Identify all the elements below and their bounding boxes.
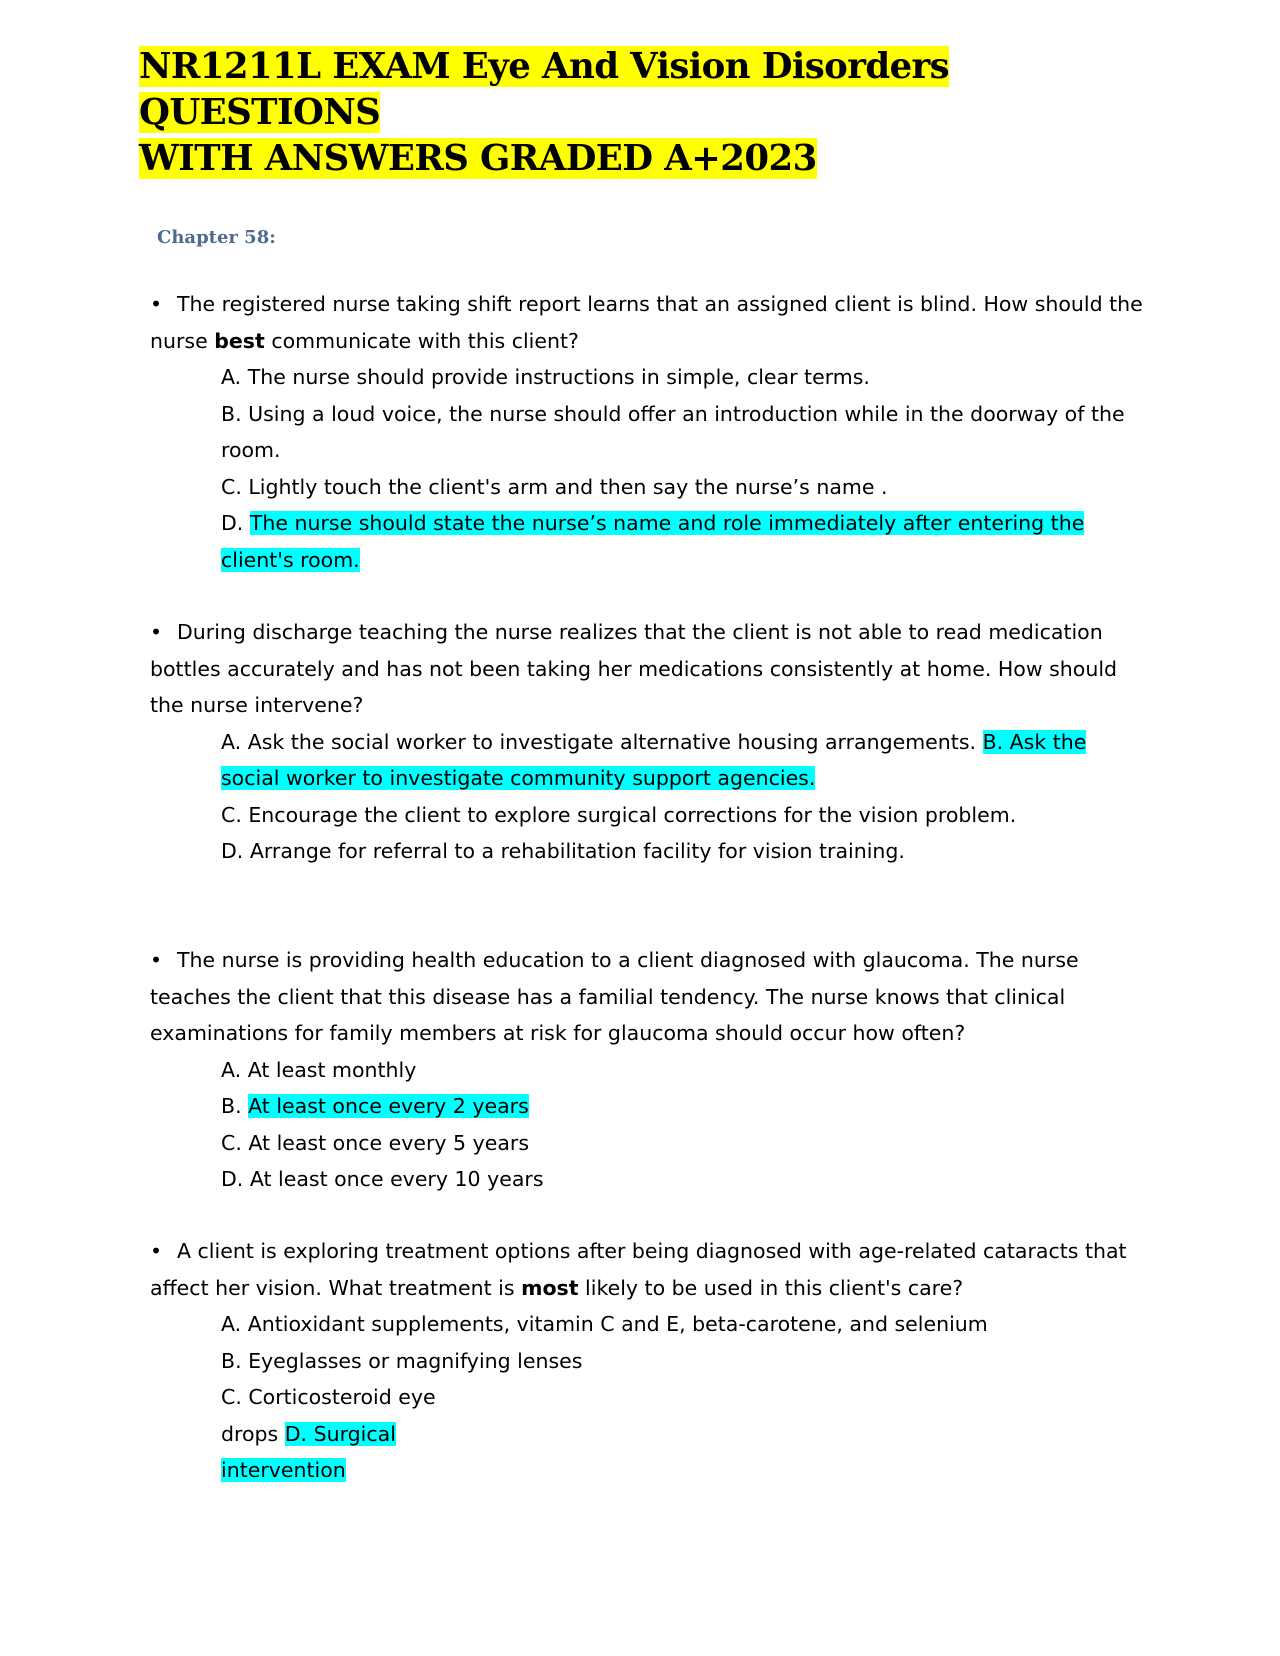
question-stem: • The registered nurse taking shift report learns that an assigned client is blind. How should the nurse best communicate with this client? bbox=[150, 286, 1150, 359]
option-c: C. Corticosteroid eye bbox=[221, 1385, 436, 1409]
correct-answer-highlight: B. Ask the social worker to investigate community support agencies. bbox=[221, 729, 1087, 790]
bullet-icon: • bbox=[150, 948, 163, 972]
option-a: A. Antioxidant supplements, vitamin C and E, beta-carotene, and selenium bbox=[221, 1312, 988, 1336]
option-d-continued bbox=[221, 1452, 1150, 1489]
answer-options bbox=[150, 359, 1150, 578]
emphasis-text: best bbox=[214, 328, 265, 353]
bullet-icon: • bbox=[150, 1239, 163, 1263]
option-c-continued: drops bbox=[221, 1421, 279, 1446]
option-a: A. Ask the social worker to investigate alternative housing arrangements. bbox=[221, 729, 977, 754]
option-d: D. At least once every 10 years bbox=[221, 1167, 544, 1191]
question-block-2 bbox=[150, 614, 1150, 870]
emphasis-text: most bbox=[521, 1275, 579, 1300]
question-block-1 bbox=[150, 286, 1150, 578]
option-c: C. Lightly touch the client's arm and then say the nurse’s name . bbox=[221, 474, 888, 499]
option-c: C. At least once every 5 years bbox=[221, 1130, 530, 1155]
answer-options bbox=[150, 1052, 1150, 1198]
option-d: D. The nurse should state the nurse’s name and role immediately after entering the client's room. bbox=[221, 511, 1085, 572]
option-d: D. Arrange for referral to a rehabilitation facility for vision training. bbox=[221, 839, 905, 863]
question-stem: • A client is exploring treatment options after being diagnosed with age-related cataracts that affect her vision. What treatment is most likely to be used in this client's care? bbox=[150, 1233, 1150, 1306]
option-b: B. Eyeglasses or magnifying lenses bbox=[221, 1348, 583, 1373]
chapter-heading: Chapter 58: bbox=[157, 227, 276, 248]
option-b: B. Using a loud voice, the nurse should offer an introduction while in the doorway of the room. bbox=[221, 401, 1125, 462]
correct-answer-highlight: D. Surgical bbox=[284, 1421, 396, 1446]
question-stem: • The nurse is providing health education to a client diagnosed with glaucoma. The nurse teaches the client that this disease has a familial tendency. The nurse knows that clinical examinations for family members at risk for glaucoma should occur how often? bbox=[150, 942, 1150, 1052]
bullet-icon: • bbox=[150, 620, 163, 644]
document-title-line1: NR1211L EXAM Eye And Vision Disorders QUESTIONS bbox=[139, 46, 950, 133]
option-c: C. Encourage the client to explore surgical corrections for the vision problem. bbox=[221, 802, 1017, 827]
document-title bbox=[139, 44, 1149, 182]
option-a: A. At least monthly bbox=[221, 1057, 417, 1082]
correct-answer-highlight: The nurse should state the nurse’s name and role immediately after entering the client's room. bbox=[221, 511, 1085, 572]
answer-options bbox=[150, 724, 1150, 870]
option-a: A. The nurse should provide instructions in simple, clear terms. bbox=[221, 365, 870, 389]
option-c-d bbox=[221, 1416, 1150, 1453]
option-b: B. At least once every 2 years bbox=[221, 1094, 529, 1118]
correct-answer-highlight: intervention bbox=[221, 1458, 346, 1482]
document-title-line2: WITH ANSWERS GRADED A+2023 bbox=[139, 138, 817, 179]
answer-options bbox=[150, 1306, 1150, 1489]
question-block-3 bbox=[150, 942, 1150, 1198]
bullet-icon: • bbox=[150, 292, 163, 316]
correct-answer-highlight: At least once every 2 years bbox=[248, 1094, 529, 1118]
option-a-b bbox=[221, 724, 1150, 797]
question-stem: • During discharge teaching the nurse realizes that the client is not able to read medication bottles accurately and has not been taking her medications consistently at home. How should the nurse intervene? bbox=[150, 614, 1150, 724]
question-block-4 bbox=[150, 1233, 1150, 1489]
